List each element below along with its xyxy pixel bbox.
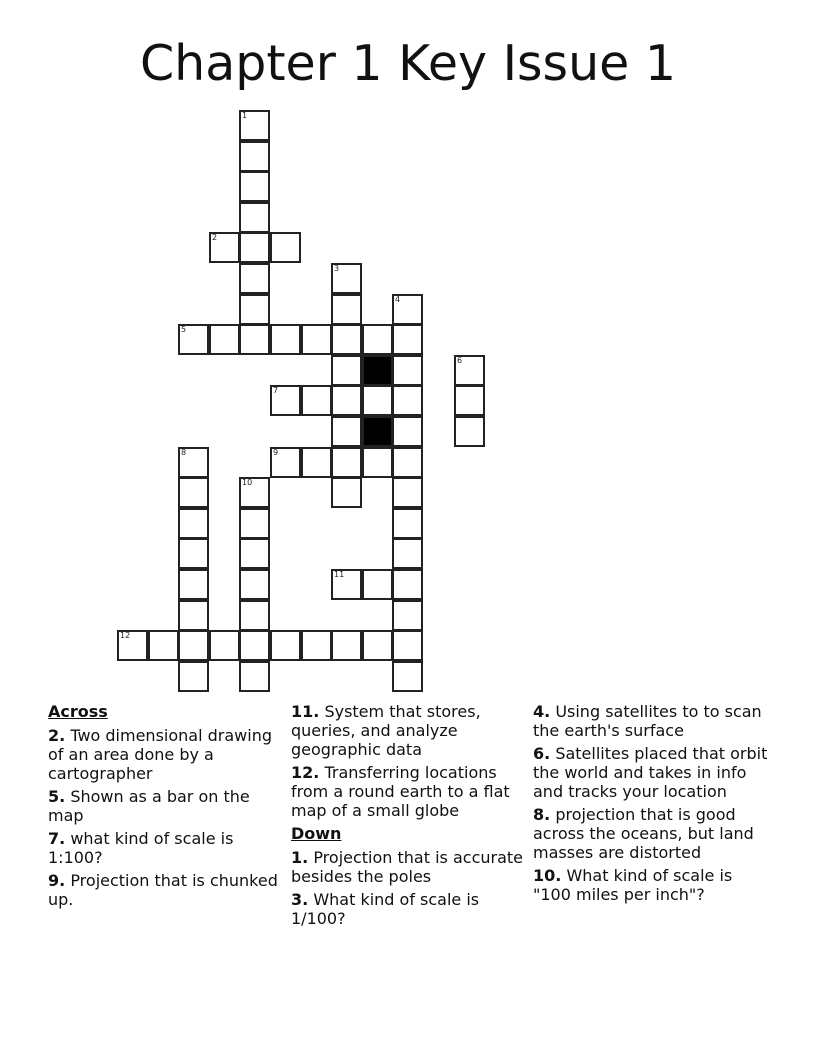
crossword-cell[interactable] xyxy=(178,508,209,539)
crossword-cell[interactable] xyxy=(392,447,423,478)
crossword-cell[interactable] xyxy=(239,538,270,569)
crossword-cell[interactable] xyxy=(362,569,393,600)
clue-down-4: 4. Using satellites to to scan the earth's surface xyxy=(533,702,762,740)
clue-across-12: 12. Transferring locations from a round earth to a flat map of a small globe xyxy=(291,763,510,820)
page-title: Chapter 1 Key Issue 1 xyxy=(139,35,677,92)
clue-column-2 xyxy=(291,702,529,932)
crossword-cell[interactable] xyxy=(392,416,423,447)
crossword-cell[interactable] xyxy=(392,477,423,508)
crossword-cell[interactable] xyxy=(178,630,209,661)
crossword-cell[interactable] xyxy=(362,324,393,355)
crossword-cell[interactable] xyxy=(239,324,270,355)
crossword-cell[interactable] xyxy=(239,202,270,233)
clue-column-3 xyxy=(533,702,771,908)
crossword-cell[interactable] xyxy=(392,630,423,661)
black-square xyxy=(362,416,393,447)
cell-number: 1 xyxy=(242,111,248,120)
cell-number: 10 xyxy=(242,478,253,487)
black-square xyxy=(362,355,393,386)
clue-across-11: 11. System that stores, queries, and analyze geographic data xyxy=(291,702,481,759)
crossword-cell[interactable] xyxy=(239,600,270,631)
crossword-cell[interactable] xyxy=(239,661,270,692)
crossword-cell[interactable] xyxy=(331,355,362,386)
clue-column-1 xyxy=(48,702,286,913)
crossword-cell[interactable] xyxy=(178,477,209,508)
clue-down-1: 1. Projection that is accurate besides the poles xyxy=(291,848,523,886)
crossword-cell[interactable] xyxy=(392,508,423,539)
crossword-cell[interactable] xyxy=(454,385,485,416)
crossword-cell[interactable] xyxy=(392,569,423,600)
crossword-cell[interactable] xyxy=(331,447,362,478)
crossword-cell[interactable] xyxy=(239,232,270,263)
crossword-cell[interactable] xyxy=(331,263,362,294)
cell-number: 9 xyxy=(273,448,279,457)
clue-across-7: 7. what kind of scale is 1:100? xyxy=(48,829,234,867)
crossword-cell[interactable] xyxy=(454,416,485,447)
crossword-cell[interactable] xyxy=(239,477,270,508)
crossword-cell[interactable] xyxy=(301,630,332,661)
cell-number: 4 xyxy=(395,295,401,304)
crossword-cell[interactable] xyxy=(239,141,270,172)
crossword-cell[interactable] xyxy=(270,447,301,478)
crossword-cell[interactable] xyxy=(301,447,332,478)
clue-across-2: 2. Two dimensional drawing of an area done by a cartographer xyxy=(48,726,272,783)
crossword-cell[interactable] xyxy=(239,569,270,600)
crossword-cell[interactable] xyxy=(117,630,148,661)
cell-number: 11 xyxy=(334,570,345,579)
crossword-cell[interactable] xyxy=(209,232,240,263)
crossword-cell[interactable] xyxy=(270,385,301,416)
cell-number: 12 xyxy=(120,631,131,640)
clue-across-9: 9. Projection that is chunked up. xyxy=(48,871,278,909)
cell-number: 7 xyxy=(273,386,279,395)
clue-across-5: 5. Shown as a bar on the map xyxy=(48,787,250,825)
crossword-cell[interactable] xyxy=(178,324,209,355)
crossword-cell[interactable] xyxy=(362,385,393,416)
down-heading: Down xyxy=(291,824,342,843)
crossword-cell[interactable] xyxy=(178,600,209,631)
crossword-cell[interactable] xyxy=(239,110,270,141)
crossword-cell[interactable] xyxy=(331,294,362,325)
crossword-cell[interactable] xyxy=(392,294,423,325)
crossword-cell[interactable] xyxy=(392,385,423,416)
cell-number: 6 xyxy=(457,356,463,365)
crossword-cell[interactable] xyxy=(178,538,209,569)
crossword-cell[interactable] xyxy=(331,569,362,600)
crossword-cell[interactable] xyxy=(148,630,179,661)
crossword-cell[interactable] xyxy=(270,232,301,263)
crossword-cell[interactable] xyxy=(362,630,393,661)
crossword-cell[interactable] xyxy=(239,508,270,539)
crossword-cell[interactable] xyxy=(270,630,301,661)
crossword-cell[interactable] xyxy=(270,324,301,355)
crossword-cell[interactable] xyxy=(331,324,362,355)
clue-down-8: 8. projection that is good across the oceans, but land masses are distorted xyxy=(533,805,754,862)
crossword-cell[interactable] xyxy=(362,447,393,478)
crossword-cell[interactable] xyxy=(392,355,423,386)
crossword-cell[interactable] xyxy=(239,263,270,294)
crossword-cell[interactable] xyxy=(178,661,209,692)
crossword-cell[interactable] xyxy=(178,447,209,478)
clue-down-10: 10. What kind of scale is "100 miles per inch"? xyxy=(533,866,733,904)
cell-number: 8 xyxy=(181,448,187,457)
cell-number: 2 xyxy=(212,233,218,242)
clue-down-6: 6. Satellites placed that orbit the world and takes in info and tracks your location xyxy=(533,744,768,801)
cell-number: 5 xyxy=(181,325,187,334)
crossword-cell[interactable] xyxy=(209,324,240,355)
crossword-cell[interactable] xyxy=(209,630,240,661)
crossword-cell[interactable] xyxy=(301,324,332,355)
clue-down-3: 3. What kind of scale is 1/100? xyxy=(291,890,480,928)
crossword-cell[interactable] xyxy=(178,569,209,600)
crossword-cell[interactable] xyxy=(239,171,270,202)
crossword-cell[interactable] xyxy=(331,416,362,447)
crossword-cell[interactable] xyxy=(392,538,423,569)
crossword-cell[interactable] xyxy=(392,324,423,355)
across-heading: Across xyxy=(48,702,108,721)
crossword-cell[interactable] xyxy=(392,600,423,631)
crossword-cell[interactable] xyxy=(331,630,362,661)
crossword-cell[interactable] xyxy=(454,355,485,386)
crossword-cell[interactable] xyxy=(392,661,423,692)
crossword-cell[interactable] xyxy=(239,630,270,661)
cell-number: 3 xyxy=(334,264,340,273)
crossword-cell[interactable] xyxy=(301,385,332,416)
crossword-cell[interactable] xyxy=(331,477,362,508)
crossword-cell[interactable] xyxy=(239,294,270,325)
crossword-cell[interactable] xyxy=(331,385,362,416)
